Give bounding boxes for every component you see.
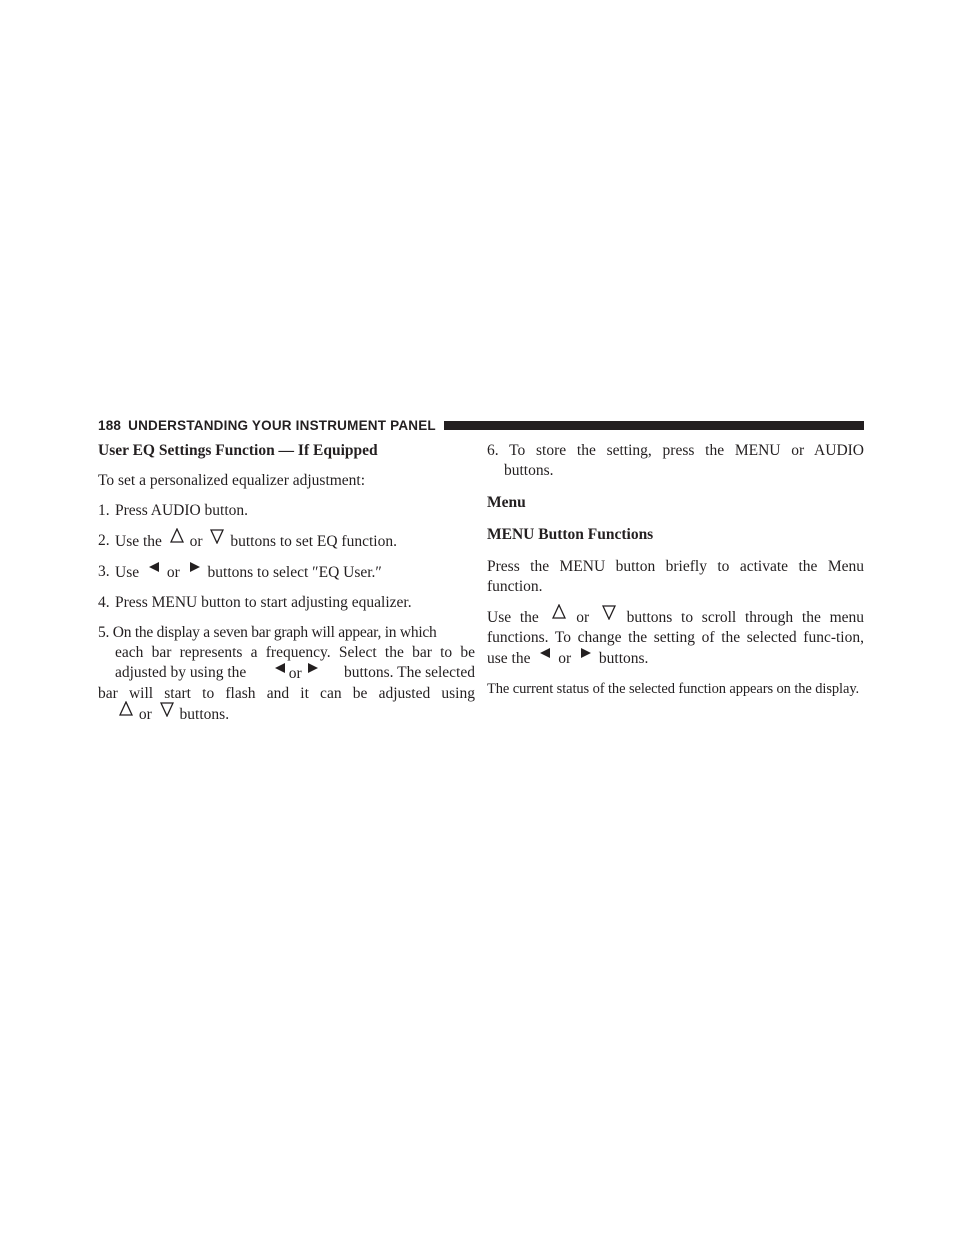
right-arrow-solid-icon [306,660,320,676]
up-triangle-outline-icon [119,701,133,717]
step-6: 6. To store the setting, press the MENU or AUDIO buttons. [487,442,864,479]
left-arrow-solid-icon [538,645,552,661]
section-heading: User EQ Settings Function — If Equipped [98,442,378,459]
down-triangle-outline-icon [210,528,224,544]
menu-paragraph: Press the MENU button briefly to activate the Menu function. [487,558,864,595]
page-number: 188 [98,417,122,433]
header-rule [444,421,864,430]
menu-heading: Menu [487,494,526,511]
up-triangle-outline-icon [552,604,566,620]
left-column [98,441,475,725]
status-paragraph: The current status of the selected function appears on the display. [487,681,860,697]
step-1: 1. Press AUDIO button. [98,502,249,519]
right-arrow-solid-icon [188,559,202,575]
left-arrow-solid-icon [147,559,161,575]
menu-functions-heading: MENU Button Functions [487,526,654,543]
right-column [487,441,864,699]
step-3: 3. Use or buttons to select ″EQ User.″ [98,562,475,583]
left-arrow-solid-icon [273,660,287,676]
page-header [98,415,864,435]
down-triangle-outline-icon [160,701,174,717]
right-arrow-solid-icon [579,645,593,661]
intro-text: To set a personalized equalizer adjustment: [98,472,366,489]
step-2: 2. Use the or buttons to set EQ function. [98,531,475,552]
step-4: 4. Press MENU button to start adjusting equalizer. [98,594,412,611]
section-title: UNDERSTANDING YOUR INSTRUMENT PANEL [128,417,436,433]
scroll-paragraph: Use the or buttons to scroll through the menu functions. To change the setting of the selected func-tion, use the or buttons. [487,607,864,669]
step-5: 5. On the display a seven bar graph will appear, in which each bar represents a frequency. Select the bar to be adjusted by using the or buttons. The selected bar will start to flash and it can be adjusted using or buttons. [98,624,475,723]
up-triangle-outline-icon [170,528,184,544]
down-triangle-outline-icon [602,604,616,620]
